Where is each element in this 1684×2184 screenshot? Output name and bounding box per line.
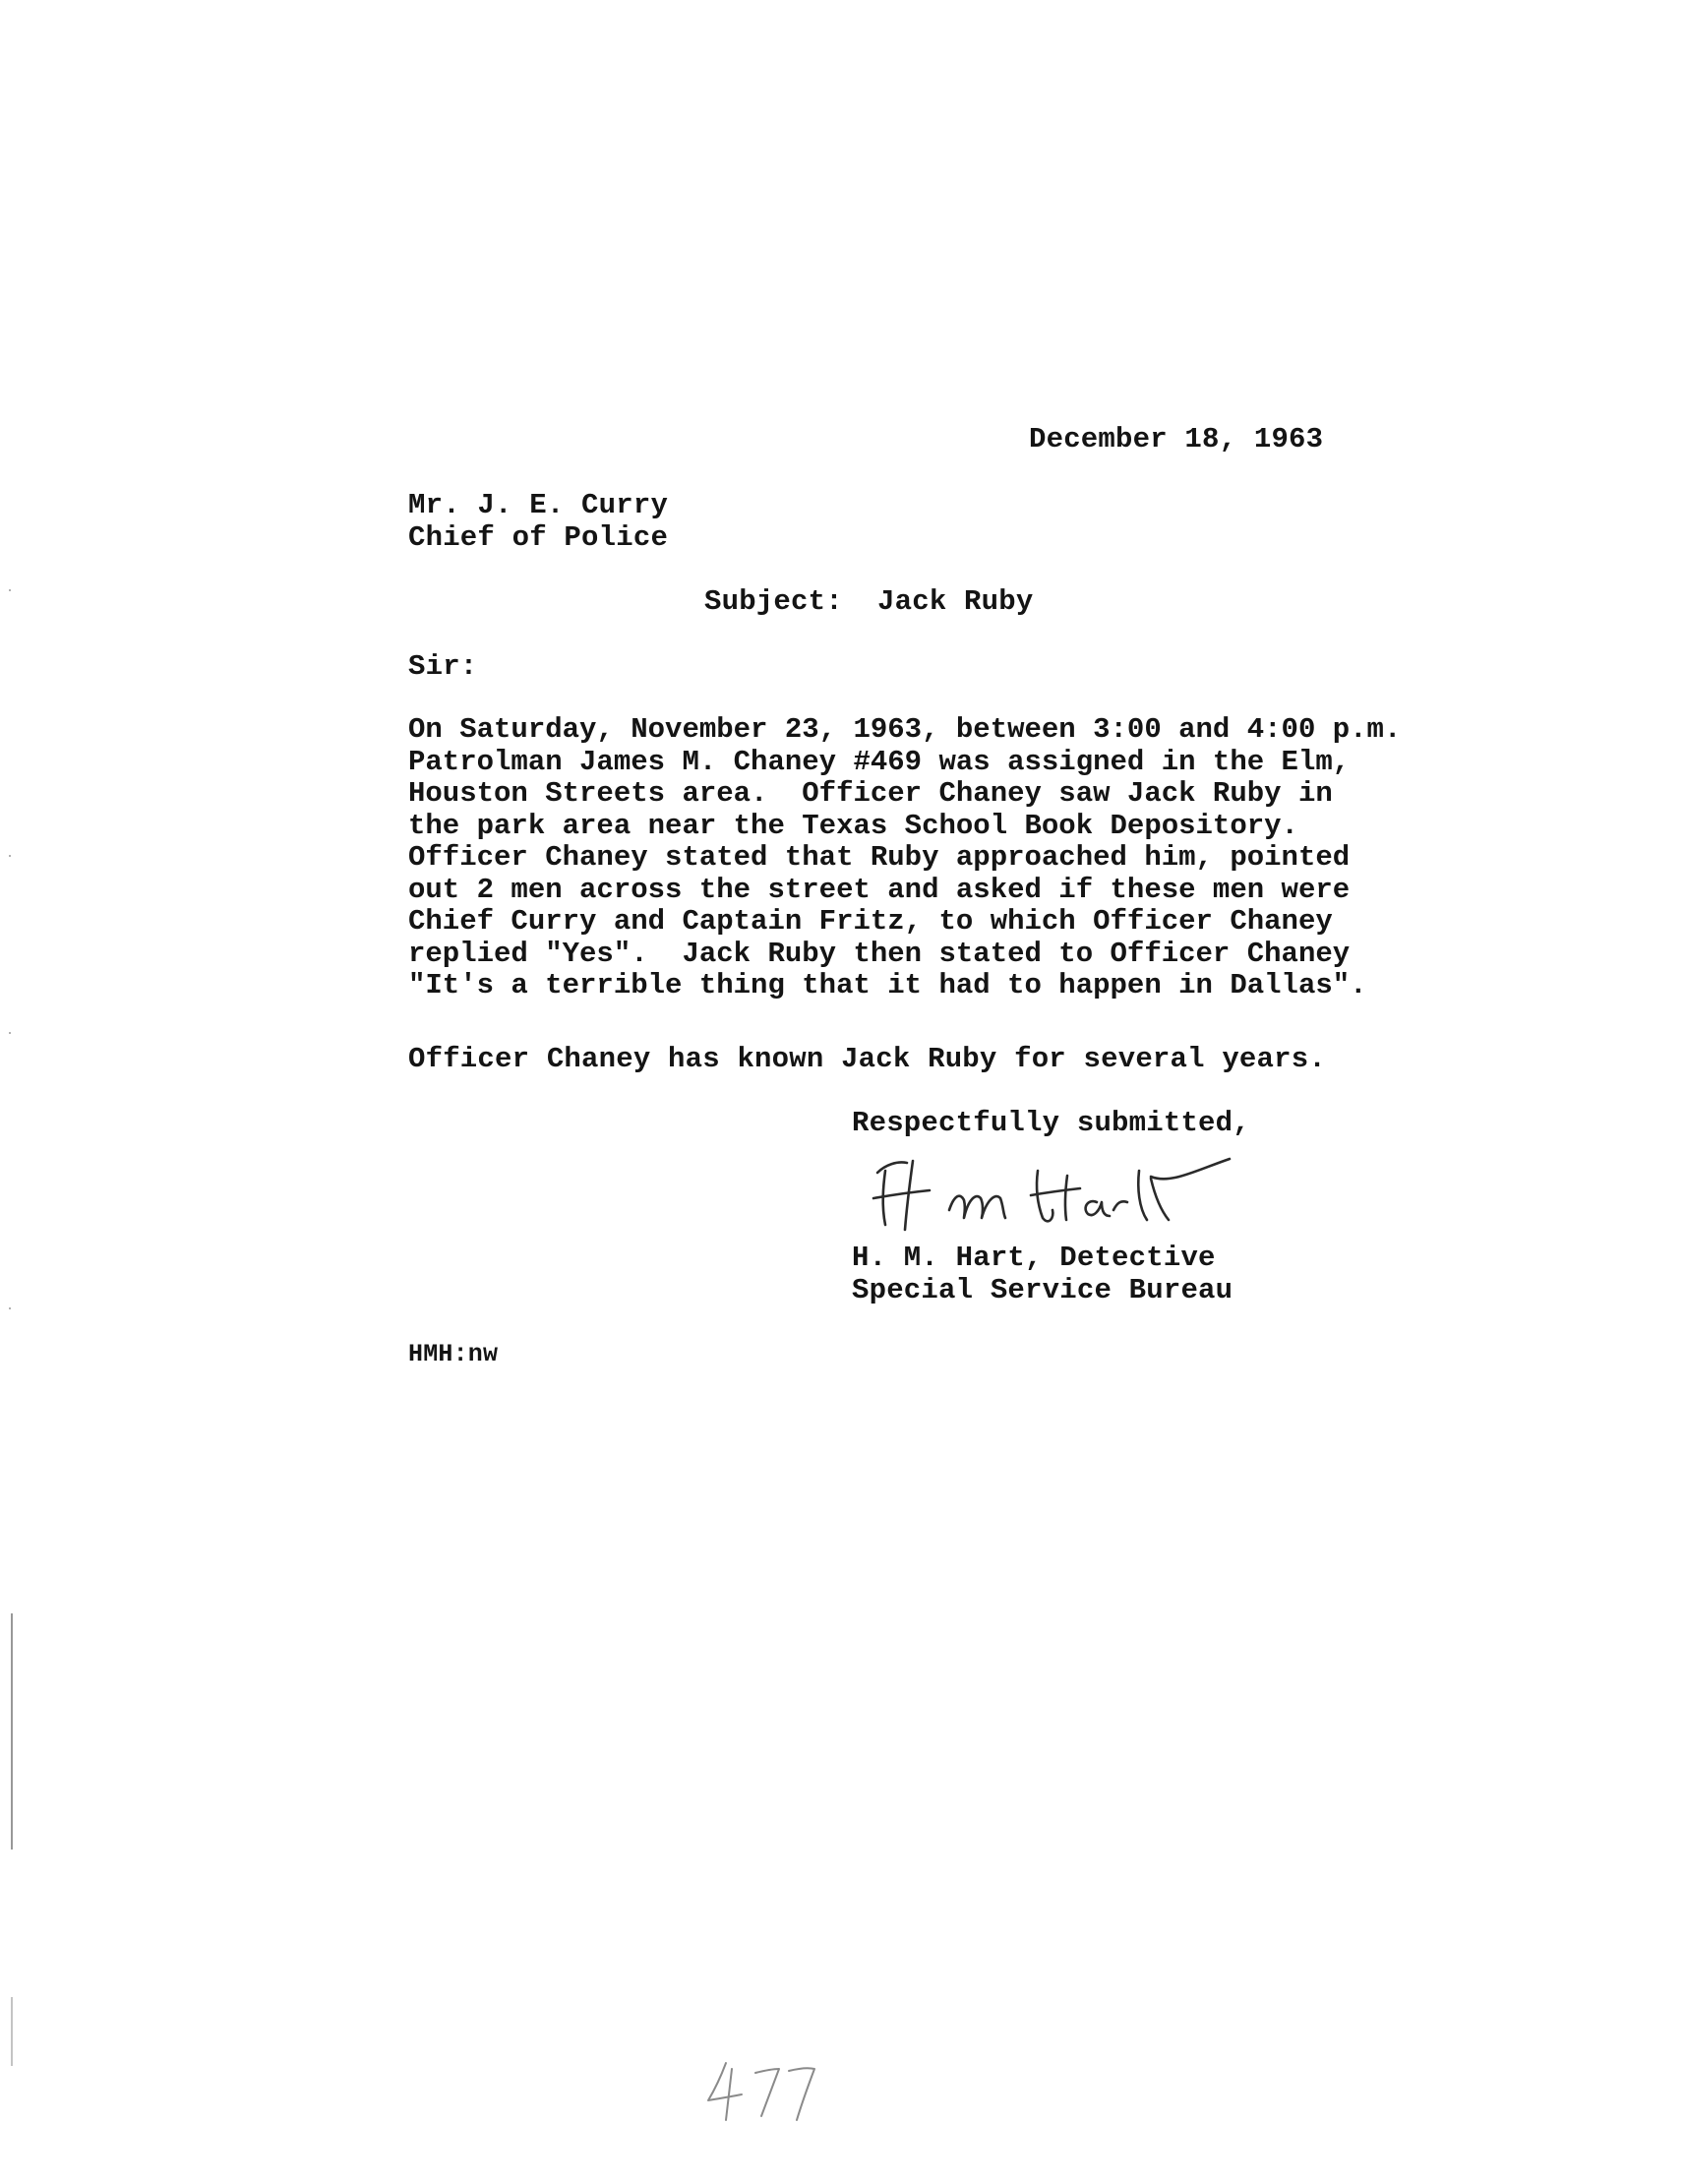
handwritten-signature [856,1141,1239,1240]
body-line: the park area near the Texas School Book Depository. [408,809,1298,842]
body-line: On Saturday, November 23, 1963, between 3:00 and 4:00 p.m. [408,713,1402,746]
scan-margin-marks [0,0,30,2184]
body-line: Chief Curry and Captain Fritz, to which Officer Chaney [408,905,1333,938]
body-line: Patrolman James M. Chaney #469 was assigned in the Elm, [408,745,1351,778]
body-line: "It's a terrible thing that it had to happen in Dallas". [408,969,1367,1001]
body-line: replied "Yes". Jack Ruby then stated to Officer Chaney [408,937,1351,970]
salutation: Sir: [408,650,478,683]
body-paragraph-2: Officer Chaney has known Jack Ruby for several years. [408,1043,1326,1075]
recipient-name: Mr. J. E. Curry [408,489,669,521]
recipient-title: Chief of Police [408,521,669,554]
subject-line: Subject: Jack Ruby [704,585,1034,618]
body-paragraph-1 [408,714,1401,1002]
signer-name: H. M. Hart, Detective [852,1242,1216,1274]
body-line: Officer Chaney stated that Ruby approached him, pointed [408,841,1351,874]
body-line: Houston Streets area. Officer Chaney saw Jack Ruby in [408,777,1333,810]
letter-date: December 18, 1963 [1029,423,1324,455]
body-line: out 2 men across the street and asked if these men were [408,873,1351,906]
closing: Respectfully submitted, [852,1107,1250,1139]
handwritten-page-number [698,2051,826,2130]
reference-initials: HMH:nw [408,1340,499,1368]
signer-bureau: Special Service Bureau [852,1274,1233,1306]
